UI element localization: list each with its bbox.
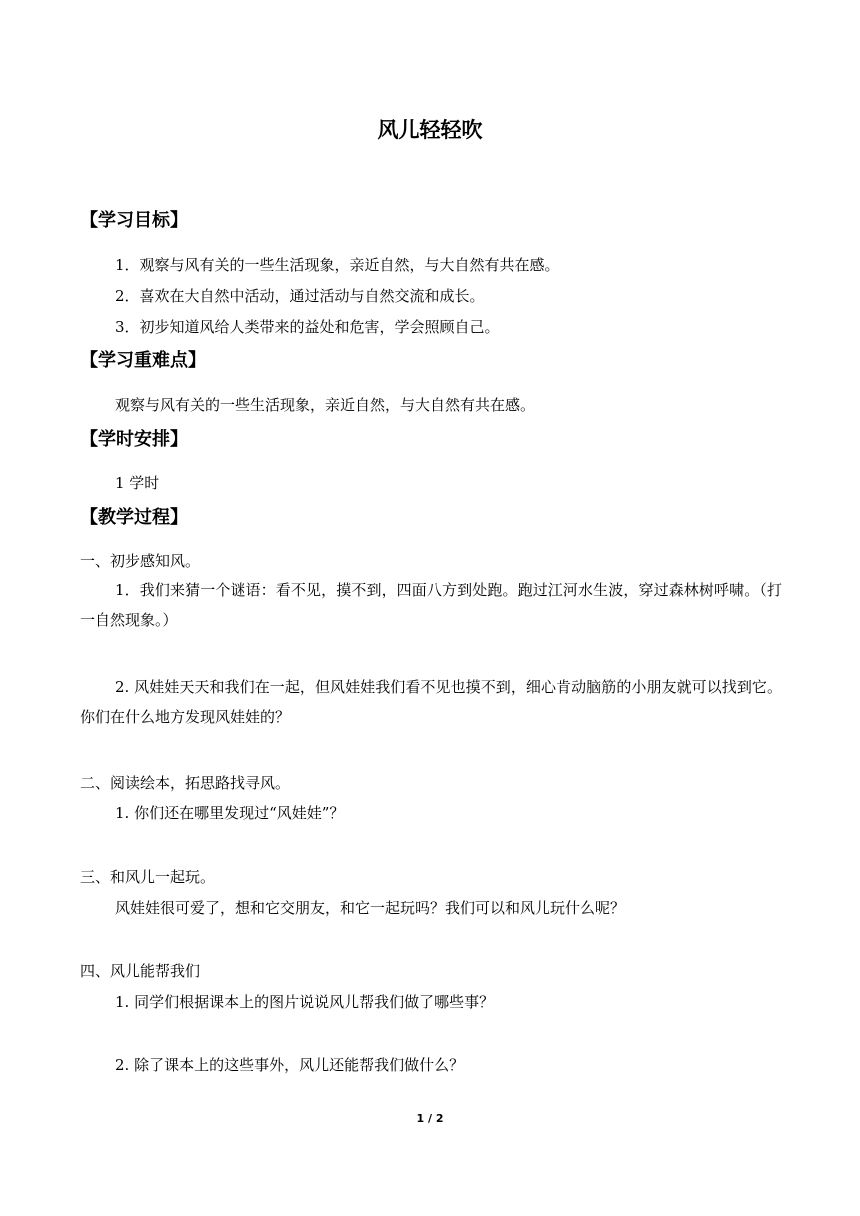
process-part1-item1: 1．我们来猜一个谜语：看不见，摸不到，四面八方到处跑。跑过江河水生波，穿过森林树呼啸。（打一自然现象。） xyxy=(80,581,782,629)
key-points-text: 观察与风有关的一些生活现象，亲近自然，与大自然有共在感。 xyxy=(115,396,536,414)
objective-item-3: 3．初步知道风给人类带来的益处和危害，学会照顾自己。 xyxy=(115,318,500,336)
page-number: 1 / 2 xyxy=(416,1112,444,1125)
objective-item-1: 1．观察与风有关的一些生活现象，亲近自然，与大自然有共在感。 xyxy=(115,256,560,274)
process-part2-item1: 1. 你们还在哪里发现过“风娃娃”？ xyxy=(115,804,345,822)
document-title: 风儿轻轻吹 xyxy=(377,118,483,142)
process-part1-item2: 2. 风娃娃天天和我们在一起，但风娃娃我们看不见也摸不到，细心肯动脑筋的小朋友就可以找到它。你们在什么地方发现风娃娃的？ xyxy=(80,678,782,726)
schedule-text: 1 学时 xyxy=(115,474,160,492)
heading-schedule: 【学时安排】 xyxy=(80,429,188,450)
process-part1-title: 一、初步感知风。 xyxy=(80,552,201,570)
heading-key-points: 【学习重难点】 xyxy=(80,350,206,371)
process-part4-title: 四、风儿能帮我们 xyxy=(80,962,201,980)
process-part3-title: 三、和风儿一起玩。 xyxy=(80,868,216,886)
process-part2-title: 二、阅读绘本，拓思路找寻风。 xyxy=(80,774,291,792)
process-part3-text: 风娃娃很可爱了，想和它交朋友，和它一起玩吗？我们可以和风儿玩什么呢？ xyxy=(115,899,626,917)
heading-objectives: 【学习目标】 xyxy=(80,210,188,231)
process-part4-item1: 1. 同学们根据课本上的图片说说风儿帮我们做了哪些事？ xyxy=(115,993,495,1011)
heading-process: 【教学过程】 xyxy=(80,507,188,528)
objective-item-2: 2．喜欢在大自然中活动，通过活动与自然交流和成长。 xyxy=(115,287,485,305)
process-part4-item2: 2. 除了课本上的这些事外，风儿还能帮我们做什么？ xyxy=(115,1056,465,1074)
